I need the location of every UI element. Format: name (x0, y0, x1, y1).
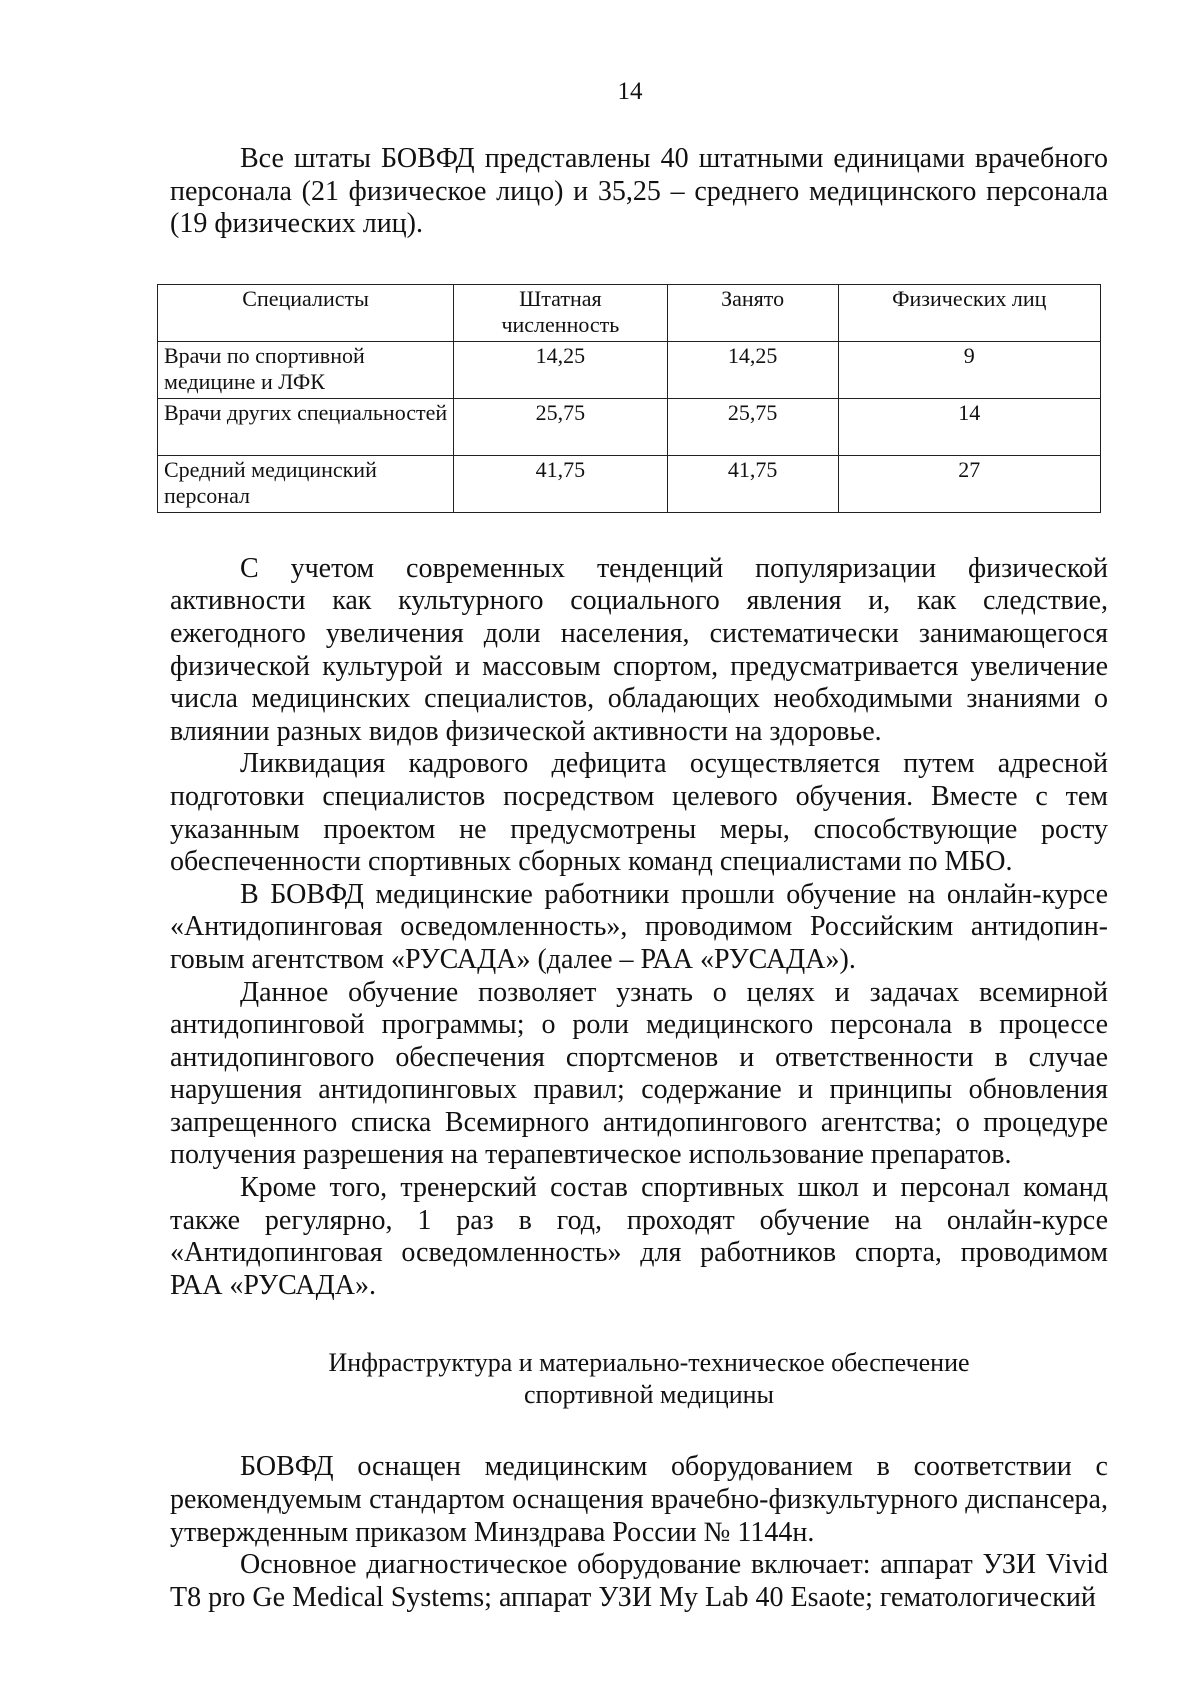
body-paragraph: Ликвидация кадрового дефицита осуществляется путем адресной подготовки специалистов посредством целевого обучения. Вместе с тем указанным проектом не предусмотрены меры, способствующие росту обеспеченности спортивных сборных команд специалистами по МБО. (170, 748, 1108, 878)
table-row (158, 341, 1101, 398)
table-cell: Врачи по спортивной медицине и ЛФК (158, 341, 454, 398)
page-number: 14 (617, 78, 643, 105)
column-header: Специалисты (158, 284, 454, 341)
body-paragraph: БОВФД оснащен медицинским оборудованием в соответствии с рекомендуемым стандартом оснащения врачебно-физкультурного диспансера, утвержденным приказом Минздрава России № 1144н. (170, 1451, 1108, 1548)
table-cell: 14,25 (667, 341, 838, 398)
body-paragraph: Основное диагностическое оборудование включает: аппарат УЗИ Vivid T8 pro Ge Medical Systems; аппарат УЗИ My Lab 40 Esaote; гематологический (170, 1549, 1108, 1613)
table-header-row (158, 284, 1101, 341)
table-cell: 14 (838, 398, 1100, 455)
section-heading-line: Инфраструктура и материально-техническое обеспечение (328, 1348, 970, 1378)
table-cell: Врачи других специальностей (158, 398, 454, 455)
table-cell: 25,75 (667, 398, 838, 455)
body-paragraph: В БОВФД медицинские работники прошли обучение на онлайн-курсе «Антидопинговая осведомленность», проводимом Российским антидопин-говым агентством «РУСАДА» (далее – РАА «РУСАДА»). (170, 878, 1108, 975)
body-paragraph: Кроме того, тренерский состав спортивных школ и персонал команд также регулярно, 1 раз в год, проходят обучение на онлайн-курсе «Антидопинговая осведомленность» для работников спорта, проводимом РАА «РУСАДА». (170, 1172, 1108, 1301)
page-body (164, 143, 1108, 1614)
table-row (158, 398, 1101, 455)
table-cell: 9 (838, 341, 1100, 398)
column-header: Штатная численность (454, 284, 667, 341)
table-cell: 14,25 (454, 341, 667, 398)
body-paragraph: Данное обучение позволяет узнать о целях и задачах всемирной антидопинговой программы; о роли медицинского персонала в процессе антидопингового обеспечения спортсменов и ответственности в случае нарушения антидопинговых правил; содержание и принципы обновления запрещенного списка Всемирного антидопингового агентства; о процедуре получения разрешения на терапевтическое использование препаратов. (170, 976, 1108, 1171)
table-cell: 41,75 (454, 455, 667, 512)
body-paragraph: С учетом современных тенденций популяризации физической активности как культурного социального явления и, как следствие, ежегодного увеличения доли населения, систематически занимающегося физической культурой и массовым спортом, предусматривается увеличение числа медицинских специалистов, обладающих необходимыми знаниями о влиянии разных видов физической активности на здоровье. (170, 552, 1108, 747)
staff-table (157, 284, 1101, 513)
table-cell: 41,75 (667, 455, 838, 512)
section-heading (170, 1347, 1108, 1411)
section-heading-line: спортивной медицины (524, 1380, 774, 1410)
table-row (158, 455, 1101, 512)
column-header: Физических лиц (838, 284, 1100, 341)
table-cell: 25,75 (454, 398, 667, 455)
table-cell: 27 (838, 455, 1100, 512)
table-cell: Средний медицинский персонал (158, 455, 454, 512)
column-header: Занято (667, 284, 838, 341)
intro-paragraph: Все штаты БОВФД представлены 40 штатными единицами врачебного персонала (21 физическое лицо) и 35,25 – среднего медицинского персонала (19 физических лиц). (170, 143, 1108, 240)
